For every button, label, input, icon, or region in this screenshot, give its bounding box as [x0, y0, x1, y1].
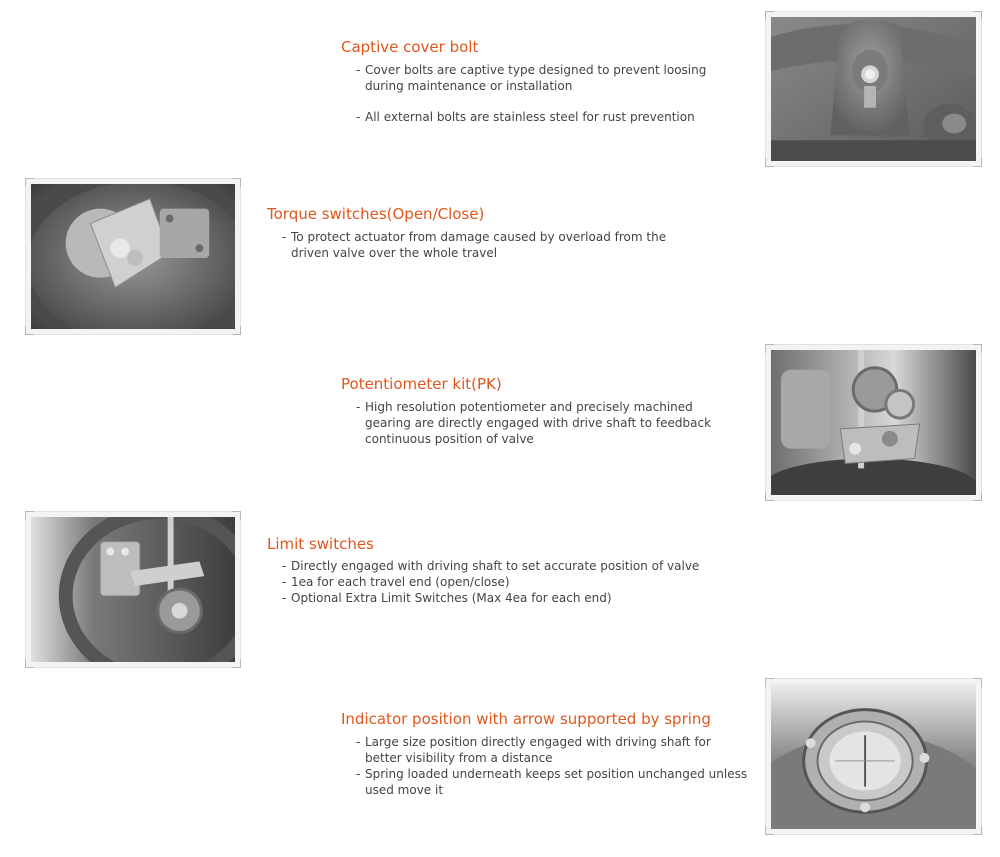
captive-cover-bolt-photo: [765, 11, 982, 167]
potentiometer-kit-photo-image: [771, 350, 976, 495]
bullet-item: - Spring loaded underneath keeps set position unchanged unless used move it: [356, 766, 748, 798]
feature-bullets: [356, 62, 746, 125]
bullet-item: - To protect actuator from damage caused by overload from the driven valve over the whole travel: [282, 229, 672, 261]
feature-title: Torque switches(Open/Close): [267, 205, 485, 223]
bullet-item: - Directly engaged with driving shaft to set accurate position of valve: [282, 558, 702, 574]
bullet-item: - Large size position directly engaged with driving shaft for better visibility from a distance: [356, 734, 748, 766]
limit-switch-photo: [25, 511, 241, 668]
captive-cover-bolt-photo-image: [771, 17, 976, 161]
feature-title: Captive cover bolt: [341, 38, 479, 56]
bullet-item: - Optional Extra Limit Switches (Max 4ea for each end): [282, 590, 702, 606]
potentiometer-kit-photo: [765, 344, 982, 501]
position-indicator-photo: [765, 678, 982, 835]
feature-bullets: [356, 399, 741, 447]
feature-bullets: [356, 734, 748, 798]
bullet-item: - 1ea for each travel end (open/close): [282, 574, 702, 590]
feature-title: Limit switches: [267, 535, 374, 553]
feature-bullets: [282, 229, 672, 261]
torque-switch-photo: [25, 178, 241, 335]
feature-bullets: [282, 558, 702, 606]
feature-title: Potentiometer kit(PK): [341, 375, 502, 393]
bullet-item: - Cover bolts are captive type designed to prevent loosing during maintenance or installation: [356, 62, 746, 94]
position-indicator-photo-image: [771, 684, 976, 829]
feature-title: Indicator position with arrow supported by spring: [341, 710, 711, 728]
limit-switch-photo-image: [31, 517, 235, 662]
bullet-item: - All external bolts are stainless steel for rust prevention: [356, 109, 746, 125]
torque-switch-photo-image: [31, 184, 235, 329]
bullet-item: - High resolution potentiometer and precisely machined gearing are directly engaged with drive shaft to feedback continuous position of valve: [356, 399, 741, 447]
